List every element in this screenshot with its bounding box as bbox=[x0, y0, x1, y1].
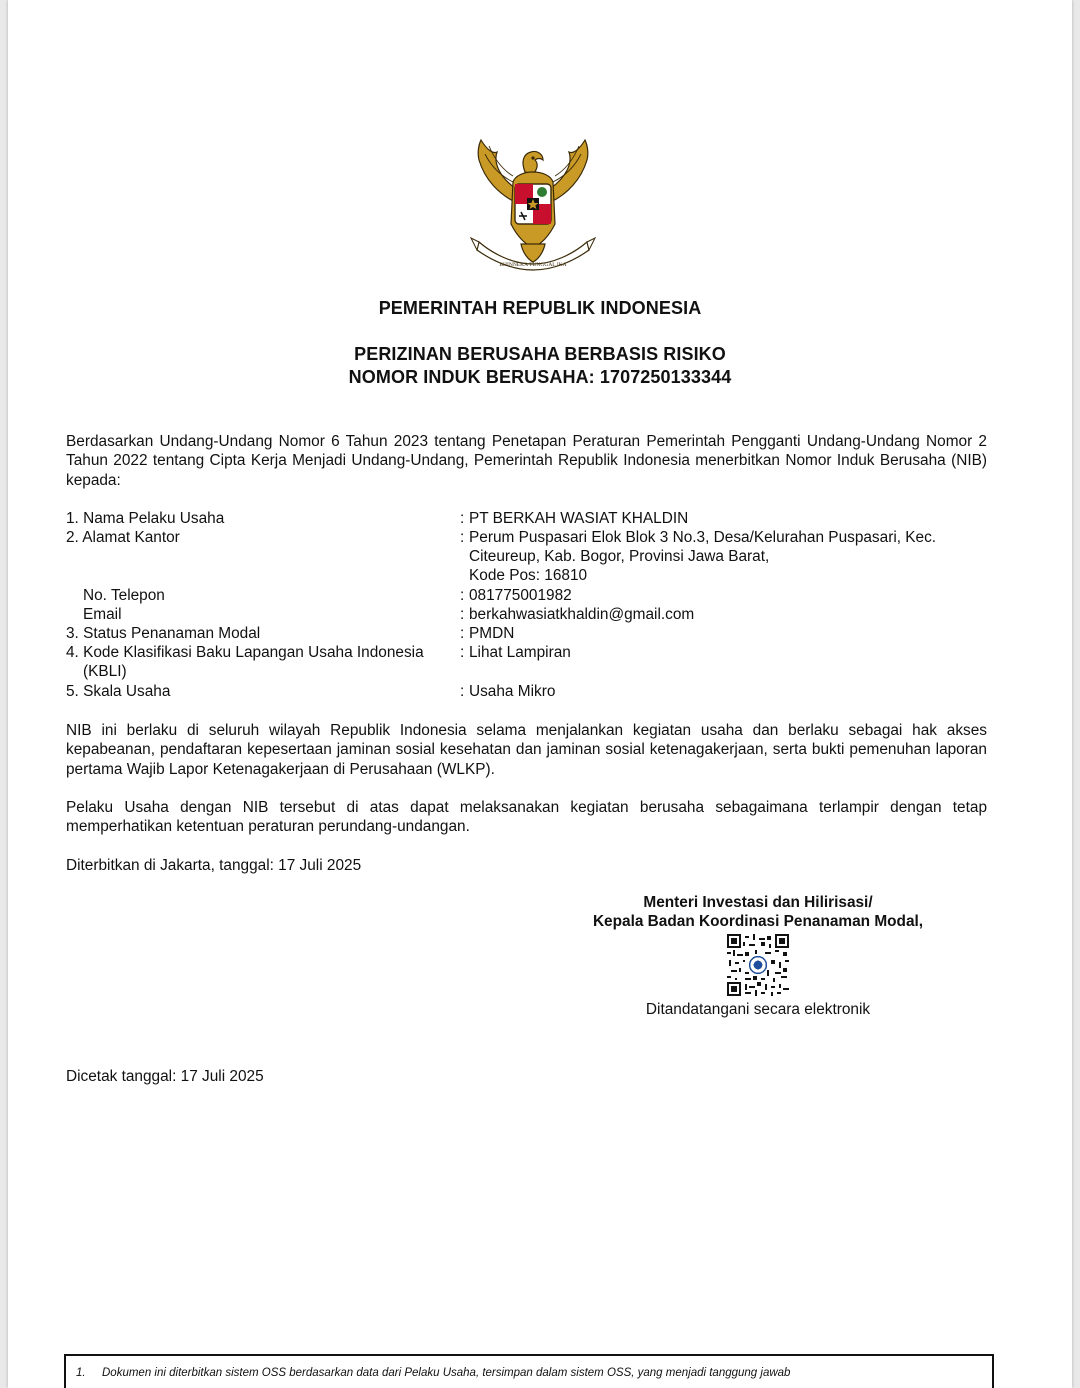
colon: : bbox=[460, 644, 465, 661]
colon: : bbox=[460, 683, 465, 700]
signatory-office: Kepala Badan Koordinasi Penanaman Modal, bbox=[592, 913, 924, 930]
colon: : bbox=[460, 625, 465, 642]
status-label: 3. Status Penanaman Modal bbox=[66, 625, 261, 642]
nama-label: 1. Nama Pelaku Usaha bbox=[66, 510, 225, 527]
qr-code-icon bbox=[727, 934, 789, 996]
telepon-label: No. Telepon bbox=[83, 587, 165, 604]
kbli-label-cont: (KBLI) bbox=[83, 663, 127, 680]
status-value: PMDN bbox=[469, 625, 515, 642]
email-label: Email bbox=[83, 606, 122, 623]
printed-date: Dicetak tanggal: 17 Juli 2025 bbox=[66, 1068, 264, 1085]
alamat-line-1: Perum Puspasari Elok Blok 3 No.3, Desa/Kelurahan Puspasari, Kec. bbox=[469, 529, 937, 546]
garuda-emblem bbox=[463, 132, 603, 277]
permission-paragraph: Pelaku Usaha dengan NIB tersebut di atas dapat melaksanakan kegiatan berusaha sebagaimana terlampir dengan tetap memperhatikan ketentuan peraturan perundang-undangan. bbox=[66, 799, 987, 836]
license-title: PERIZINAN BERUSAHA BERBASIS RISIKO bbox=[354, 344, 726, 364]
electronic-signature-note: Ditandatangani secara elektronik bbox=[645, 1001, 871, 1018]
colon: : bbox=[460, 529, 465, 546]
alamat-line-2: Citeureup, Kab. Bogor, Provinsi Jawa Barat, bbox=[469, 548, 770, 565]
alamat-line-3: Kode Pos: 16810 bbox=[469, 567, 588, 584]
issued-date: Diterbitkan di Jakarta, tanggal: 17 Juli 2025 bbox=[66, 857, 362, 874]
alamat-label: 2. Alamat Kantor bbox=[66, 529, 180, 546]
intro-paragraph: Berdasarkan Undang-Undang Nomor 6 Tahun 2023 tentang Penetapan Peraturan Pemerintah Pengganti Undang-Undang Nomor 2 Tahun 2022 tentang Cipta Kerja Menjadi Undang-Undang, Pemerintah Republik Indonesia menerbitkan Nomor Induk Berusaha (NIB) kepada: bbox=[66, 433, 987, 489]
footer-note-text: Dokumen ini diterbitkan sistem OSS berdasarkan data dari Pelaku Usaha, tersimpan dalam sistem OSS, yang menjadi tanggung jawab bbox=[102, 1367, 791, 1379]
colon: : bbox=[460, 587, 465, 604]
telepon-value: 081775001982 bbox=[469, 587, 572, 604]
skala-label: 5. Skala Usaha bbox=[66, 683, 171, 700]
colon: : bbox=[460, 606, 465, 623]
signatory-title: Menteri Investasi dan Hilirisasi/ bbox=[643, 894, 873, 911]
footer-note bbox=[76, 1367, 790, 1379]
government-heading: PEMERINTAH REPUBLIK INDONESIA bbox=[378, 298, 702, 318]
nama-value: PT BERKAH WASIAT KHALDIN bbox=[469, 510, 689, 527]
email-value: berkahwasiatkhaldin@gmail.com bbox=[469, 606, 695, 623]
colon: : bbox=[460, 510, 465, 527]
kbli-label: 4. Kode Klasifikasi Baku Lapangan Usaha Indonesia bbox=[66, 644, 424, 661]
footer-note-number: 1. bbox=[76, 1367, 86, 1379]
kbli-value: Lihat Lampiran bbox=[469, 644, 571, 661]
document-page bbox=[8, 0, 1072, 1388]
skala-value: Usaha Mikro bbox=[469, 683, 556, 700]
validity-paragraph: NIB ini berlaku di seluruh wilayah Republik Indonesia selama menjalankan kegiatan usaha dan berlaku sebagai hak akses kepabeanan, pendaftaran kepesertaan jaminan sosial kesehatan dan jaminan sosial ketenagakerjaan, serta bukti pemenuhan laporan pertama Wajib Lapor Ketenagakerjaan di Perusahaan (WLKP). bbox=[66, 722, 987, 778]
nib-number: NOMOR INDUK BERUSAHA: 1707250133344 bbox=[348, 367, 732, 387]
emblem-motto: BHINNEKA TUNGGAL IKA bbox=[499, 262, 567, 268]
